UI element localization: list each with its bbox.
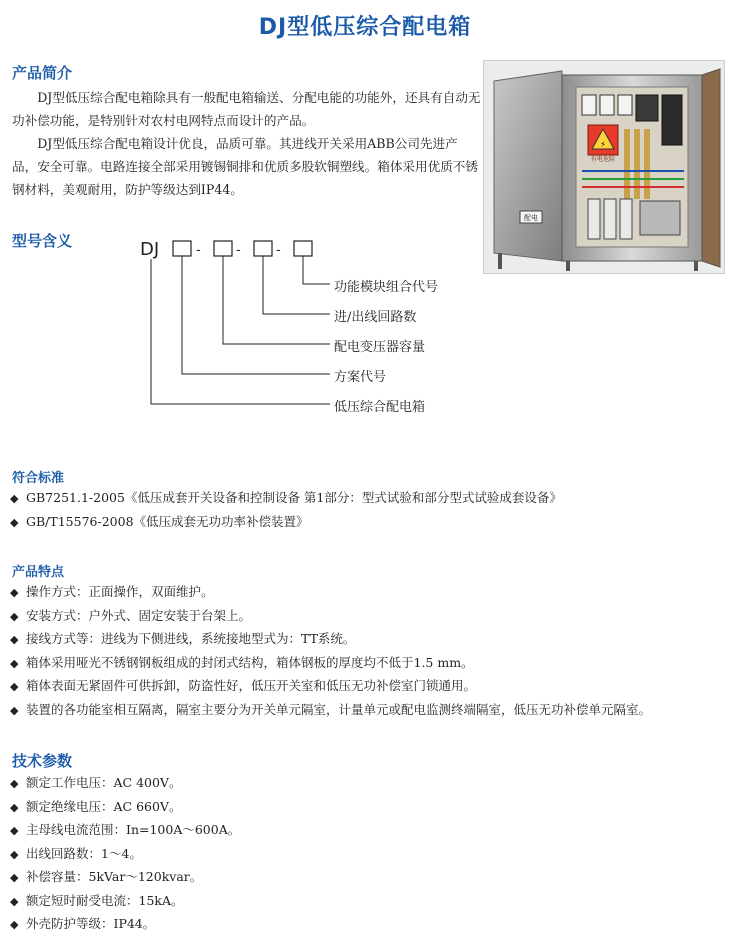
list-item: ◆ 额定绝缘电压：AC 660V。 [10, 798, 182, 814]
model-code-lines [0, 230, 420, 420]
list-item: ◆ 主母线电流范围：In=100A～600A。 [10, 822, 241, 837]
features-heading: 产品特点 [12, 565, 65, 580]
label-scheme-code: 方案代号 [334, 370, 387, 385]
code-box-3 [254, 241, 272, 256]
model-prefix: DJ [140, 239, 160, 260]
list-item: ◆ 箱体表面无紧固件可供拆卸，防盗性好，低压开关室和低压无功补偿室门锁通用。 [10, 678, 477, 693]
label-circuit-count: 进/出线回路数 [334, 310, 417, 325]
features-list [10, 580, 651, 721]
dash-3: - [276, 242, 281, 258]
code-box-4 [294, 241, 312, 256]
list-item: ◆ 安装方式：户外式、固定安装于台架上。 [10, 607, 252, 623]
list-item: ◆ GB/T15576-2008《低压成套无功功率补偿装置》 [10, 513, 309, 529]
code-box-2 [214, 241, 232, 256]
label-transformer-capacity: 配电变压器容量 [334, 340, 426, 355]
code-box-1 [173, 241, 191, 256]
standards-heading: 符合标准 [12, 471, 65, 486]
list-item: ◆ 补偿容量：5kVar～120kvar。 [10, 869, 203, 884]
standards-list [10, 486, 562, 533]
list-item: ◆ 外壳防护等级：IP44。 [10, 916, 156, 931]
label-box-name: 低压综合配电箱 [334, 400, 426, 415]
list-item: ◆ 箱体采用哑光不锈钢钢板组成的封闭式结构，箱体钢板的厚度均不低于1.5 mm。 [10, 654, 474, 670]
list-item: ◆ 额定工作电压：AC 400V。 [10, 775, 182, 790]
model-heading: 型号含义 [12, 232, 73, 250]
specs-list [10, 771, 240, 936]
list-item: ◆ GB7251.1-2005《低压成套开关设备和控制设备 第1部分：型式试验和部分型式试验成套设备》 [10, 490, 562, 505]
product-photo [483, 60, 725, 274]
list-item: ◆ 装置的各功能室相互隔离，隔室主要分为开关单元隔室，计量单元或配电监测终端隔室，低压无功补偿单元隔室。 [10, 701, 652, 717]
intro-text [12, 86, 482, 201]
door-plate-text: 配电 [524, 214, 538, 222]
svg-text:⚡: ⚡ [600, 140, 606, 149]
list-item: ◆ 额定短时耐受电流：15kA。 [10, 892, 184, 908]
intro-paragraph-1: DJ型低压综合配电箱除具有一般配电箱输送、分配电能的功能外，还具有自动无功补偿功能，是特别针对农村电网特点而设计的产品。 [12, 90, 481, 128]
specs-heading: 技术参数 [12, 752, 73, 770]
list-item: ◆ 出线回路数：1～4。 [10, 845, 142, 861]
list-item: ◆ 接线方式等：进线为下侧进线，系统接地型式为：TT系统。 [10, 631, 356, 646]
page-title: DJ型低压综合配电箱 [258, 15, 472, 40]
warning-sign-text: 有电危险 [590, 156, 616, 163]
cabinet-illustration [484, 61, 724, 273]
list-item: ◆ 操作方式：正面操作，双面维护。 [10, 584, 214, 599]
intro-heading: 产品简介 [12, 64, 73, 82]
label-function-module: 功能模块组合代号 [334, 280, 439, 295]
intro-paragraph-2: DJ型低压综合配电箱设计优良，品质可靠。其进线开关采用ABB公司先进产品，安全可靠。电路连接全部采用镀锡铜排和优质多股软铜塑线。箱体采用优质不锈钢材料，美观耐用，防护等级达到IP44。 [12, 136, 478, 197]
dash-2: - [236, 242, 241, 258]
dash-1: - [196, 242, 201, 258]
